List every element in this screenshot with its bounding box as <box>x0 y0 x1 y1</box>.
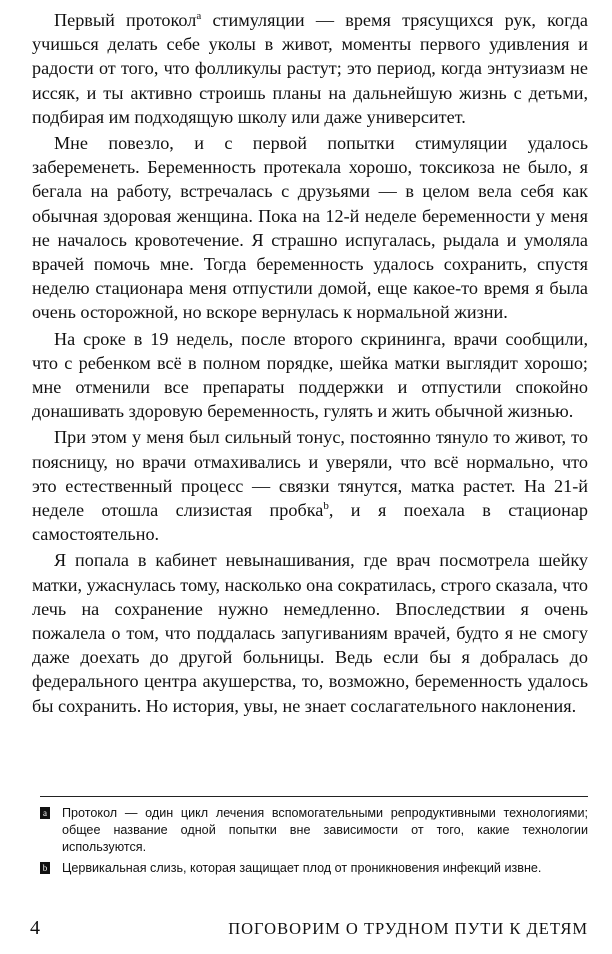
paragraph-5: Я попала в кабинет невынашивания, где врач посмотрела шейку матки, ужаснулась тому, насколько она сократилась, строго сказала, что лечь на сохранение нужно немедленно. Впоследствии я очень пожалела о том, что поддалась запугиваниям врачей, будто я не смогу даже доехать до другой больницы. Ведь если бы я добралась до федерального центра акушерства, то, возможно, беременность удалось бы сохранить. Но история, увы, не знает сослагательного наклонения. <box>32 550 588 716</box>
footnote-marker-icon: a <box>40 807 50 819</box>
paragraph-text: Первый протокол <box>54 10 197 30</box>
paragraph-4 <box>32 425 588 546</box>
paragraph-1 <box>32 8 588 129</box>
footnote-reference-b[interactable]: b <box>323 500 329 512</box>
footnote-text: Протокол — один цикл лечения вспомогательными репродуктивными технологиями; общее название одной попытки вне зависимости от того, какие технологии используются. <box>62 806 588 854</box>
footnote-reference-a[interactable]: a <box>196 9 202 22</box>
running-title: ПОГОВОРИМ О ТРУДНОМ ПУТИ К ДЕТЯМ <box>228 919 588 938</box>
footnote-b <box>40 860 588 877</box>
footnotes-section <box>40 796 588 881</box>
paragraph-3: На сроке в 19 недель, после второго скрининга, врачи сообщили, что с ребенком всё в полном порядке, шейка матки выглядит хорошо; мне отменили все препараты поддержки и отпустили спокойно донашивать здоровую беременность, гулять и жить обычной жизнью. <box>32 328 588 422</box>
page-body <box>32 8 588 718</box>
paragraph-text: стимуляции — время трясущихся рук, когда учишься делать себе уколы в живот, моменты первого удивления и радости от того, что фолликулы растут; это период, когда энтузиазм не иссяк, и ты активно строишь планы на дальнейшую жизнь с детьми, подбирая им подходящую школу или даже университет. <box>32 10 589 127</box>
paragraph-2: Мне повезло, и с первой попытки стимуляции удалось забеременеть. Беременность протекала хорошо, токсикоза не было, я бегала на работу, встречалась с друзьями — в целом вела себя как обычная здоровая женщина. Пока на 12-й неделе беременности у меня не началось кровотечение. Я страшно испугалась, рыдала и умоляла врачей помочь мне. Тогда беременность удалось сохранить, спустя неделю стационара меня отпустили домой, еще какое-то время я была очень осторожной, но вскоре вернулась к нормальной жизни. <box>32 133 588 323</box>
page-number: 4 <box>30 917 40 939</box>
paragraph-text: При этом у меня был сильный тонус, постоянно тянуло то живот, то поясницу, но врачи отмахивались и уверяли, что всё нормально, что это естественный процесс — связки тянутся, матка растет. На 21-й неделе отошла слизистая пробка <box>32 427 588 521</box>
paragraph-text: , и я поехала в стационар самостоятельно. <box>32 500 589 545</box>
footnote-a <box>40 805 588 856</box>
footnote-marker-icon: b <box>40 862 50 874</box>
page-footer <box>30 916 588 940</box>
footnote-text: Цервикальная слизь, которая защищает плод от проникновения инфекций извне. <box>62 861 542 875</box>
